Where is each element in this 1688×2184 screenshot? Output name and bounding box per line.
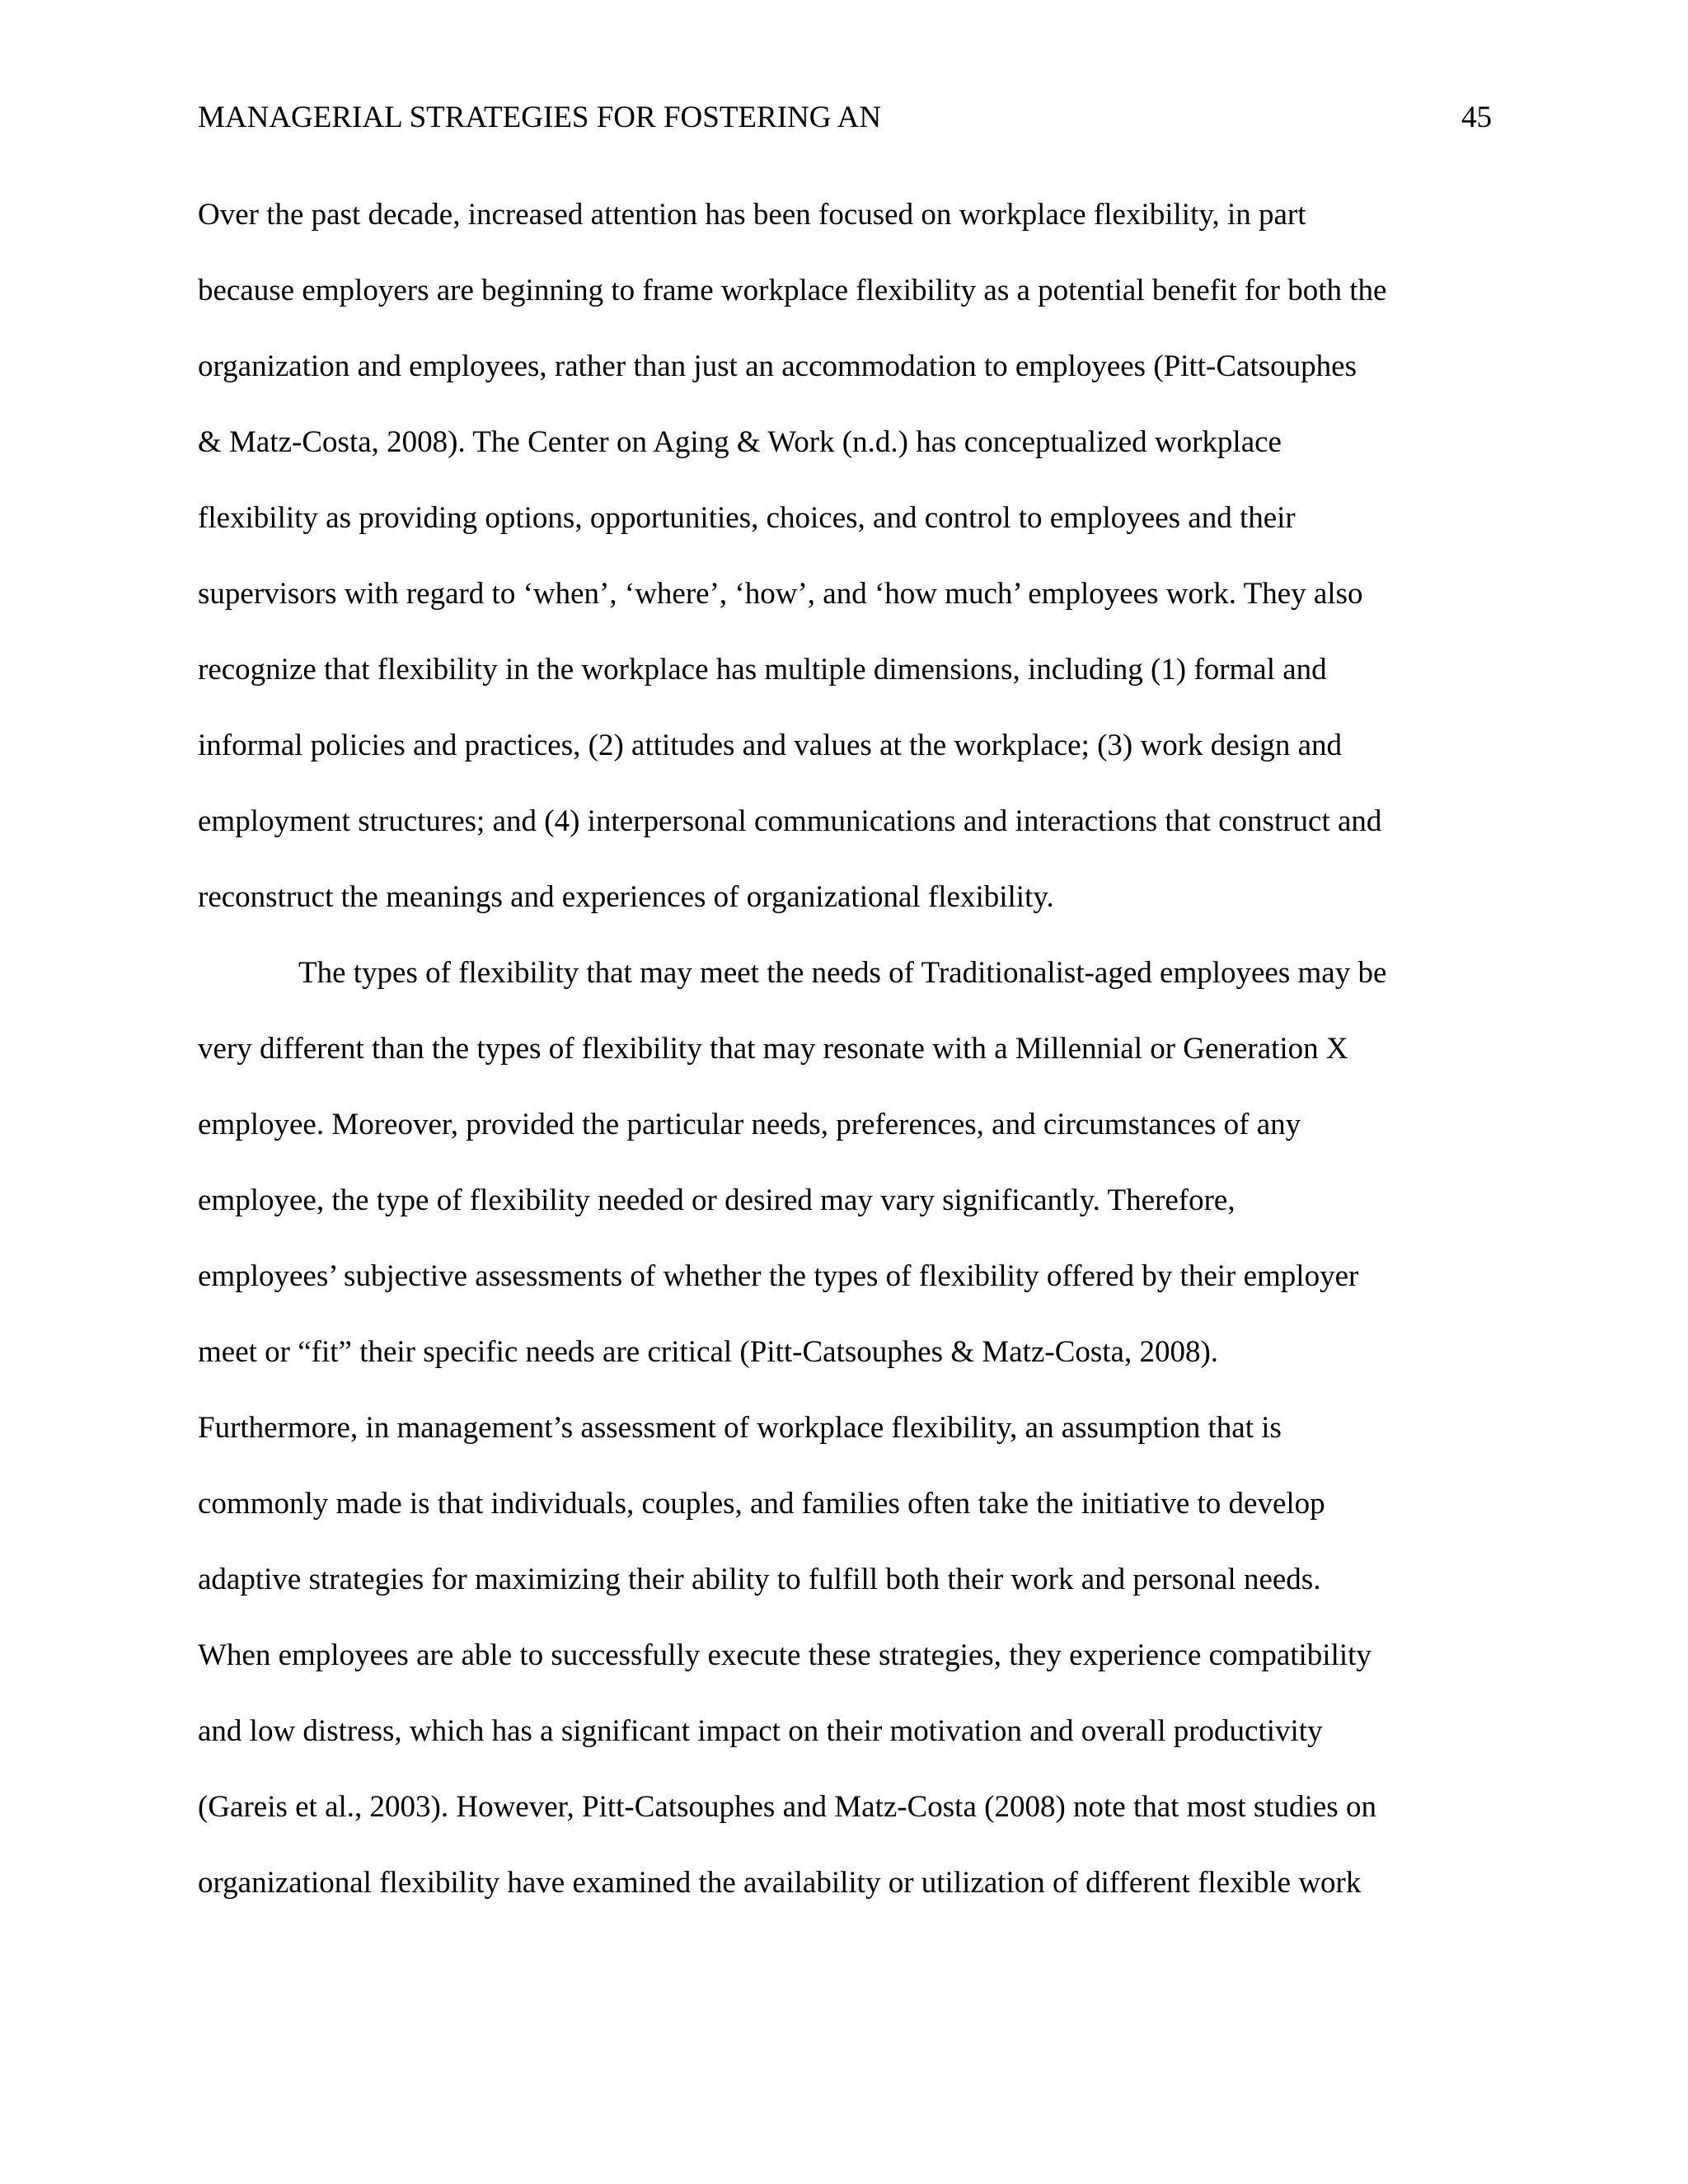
text-line: commonly made is that individuals, couples, and families often take the initiative to develop — [198, 1487, 1325, 1521]
text-line: organizational flexibility have examined the availability or utilization of different flexible work — [198, 1866, 1362, 1900]
text-line: adaptive strategies for maximizing their ability to fulfill both their work and personal needs. — [198, 1563, 1321, 1596]
text-line: organization and employees, rather than just an accommodation to employees (Pitt-Catsouphes — [198, 349, 1357, 383]
text-line: employees’ subjective assessments of whether the types of flexibility offered by their employer — [198, 1259, 1359, 1293]
text-line: (Gareis et al., 2003). However, Pitt-Catsouphes and Matz-Costa (2008) note that most studies on — [198, 1790, 1376, 1824]
body-text — [198, 194, 1492, 1938]
text-line: very different than the types of flexibility that may resonate with a Millennial or Generation X — [198, 1032, 1348, 1066]
running-head-title: MANAGERIAL STRATEGIES FOR FOSTERING AN — [198, 101, 882, 134]
text-line: recognize that flexibility in the workplace has multiple dimensions, including (1) formal and — [198, 653, 1327, 687]
text-line: employee, the type of flexibility needed or desired may vary significantly. Therefore, — [198, 1183, 1236, 1217]
text-line: meet or “fit” their specific needs are critical (Pitt-Catsouphes & Matz-Costa, 2008). — [198, 1335, 1219, 1369]
text-line: and low distress, which has a significant impact on their motivation and overall productivity — [198, 1714, 1323, 1748]
page-number: 45 — [1461, 101, 1492, 134]
text-line: When employees are able to successfully execute these strategies, they experience compatibility — [198, 1638, 1372, 1672]
text-line: flexibility as providing options, opportunities, choices, and control to employees and their — [198, 501, 1296, 535]
paragraph-first-line: The types of flexibility that may meet the needs of Traditionalist-aged employees may be — [298, 956, 1387, 990]
text-line: employment structures; and (4) interpersonal communications and interactions that construct and — [198, 804, 1382, 838]
text-line: & Matz-Costa, 2008). The Center on Aging & Work (n.d.) has conceptualized workplace — [198, 425, 1282, 459]
text-line: because employers are beginning to frame workplace flexibility as a potential benefit for both the — [198, 274, 1387, 307]
running-head — [198, 97, 1492, 138]
text-line: employee. Moreover, provided the particular needs, preferences, and circumstances of any — [198, 1108, 1301, 1141]
text-line: reconstruct the meanings and experiences of organizational flexibility. — [198, 880, 1054, 914]
text-line: informal policies and practices, (2) attitudes and values at the workplace; (3) work design and — [198, 729, 1343, 762]
text-line: supervisors with regard to ‘when’, ‘where’, ‘how’, and ‘how much’ employees work. They also — [198, 577, 1363, 611]
text-line: Over the past decade, increased attention has been focused on workplace flexibility, in part — [198, 198, 1306, 232]
text-line: Furthermore, in management’s assessment of workplace flexibility, an assumption that is — [198, 1411, 1282, 1445]
